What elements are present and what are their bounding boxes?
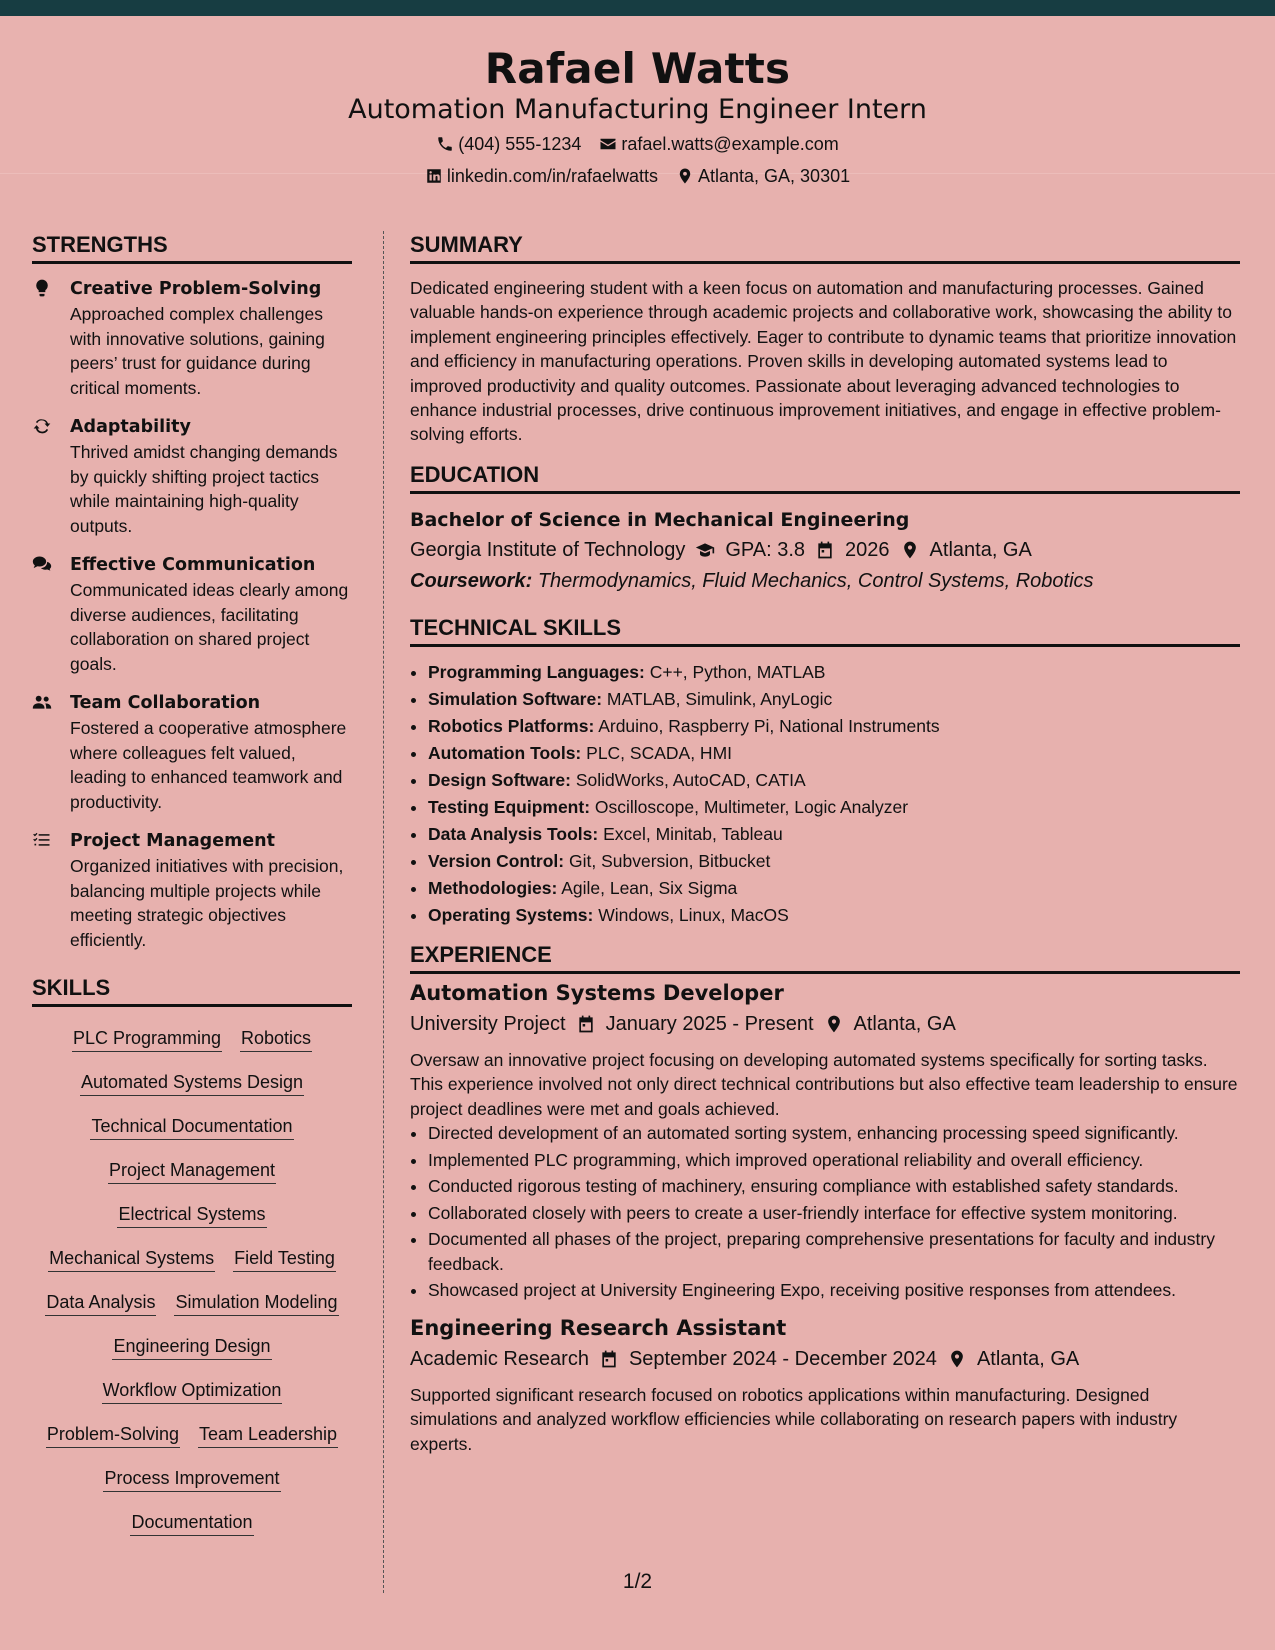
map-marker-icon — [947, 1349, 967, 1369]
job-dates: January 2025 - Present — [605, 1012, 814, 1035]
skill-value: SolidWorks, AutoCAD, CATIA — [575, 769, 806, 790]
lightbulb-icon — [32, 278, 52, 298]
skill-chip: Problem-Solving — [46, 1421, 180, 1448]
coursework — [410, 566, 1240, 596]
skills-heading: SKILLS — [32, 974, 352, 1007]
candidate-title: Automation Manufacturing Engineer Intern — [348, 94, 927, 125]
list-item — [428, 848, 1240, 875]
skill-chip: Mechanical Systems — [48, 1245, 215, 1272]
contact-row-1 — [0, 128, 1275, 160]
experience-heading: EXPERIENCE — [410, 941, 1240, 974]
job-entry — [410, 978, 1240, 1303]
skill-label: Programming Languages: — [428, 661, 645, 682]
strengths-heading: STRENGTHS — [32, 231, 352, 264]
column-divider — [383, 231, 384, 1593]
job-dates: September 2024 - December 2024 — [628, 1347, 937, 1370]
list-item: • Directed development of an automated sorting system, enhancing processing speed significantly. — [428, 1121, 1240, 1146]
skill-value: Agile, Lean, Six Sigma — [561, 877, 738, 898]
skill-label: Simulation Software: — [428, 688, 603, 709]
job-location: Atlanta, GA — [853, 1012, 956, 1035]
gpa-text: GPA: 3.8 — [725, 538, 806, 561]
comments-icon — [32, 554, 52, 574]
users-icon — [32, 692, 52, 712]
skill-value: MATLAB, Simulink, AnyLogic — [606, 688, 833, 709]
skills-row — [32, 1245, 352, 1272]
list-item — [428, 713, 1240, 740]
school-name: Georgia Institute of Technology — [410, 538, 686, 561]
job-location: Atlanta, GA — [976, 1347, 1080, 1370]
candidate-name: Rafael Watts — [484, 44, 791, 93]
strength-desc: Thrived amidst changing demands by quickly shifting project tactics while maintaining high-quality outputs. — [70, 442, 338, 536]
skill-value: PLC, SCADA, HMI — [586, 742, 733, 763]
summary-text: Dedicated engineering student with a keen focus on automation and manufacturing processes. Gained valuable hands-on experience through academic projects and collaborative work, showcasing the ability to implement engineering principles effectively. Eager to contribute to dynamic teams that prioritize innovation and efficiency in manufacturing operations. Proven skills in developing automated systems lead to improved productivity and quality outcomes. Passionate about leveraging advanced technologies to enhance industrial processes, drive continuous improvement initiatives, and engage in effective problem-solving efforts. — [410, 278, 1237, 445]
strength-title: Team Collaboration — [70, 693, 261, 713]
education-meta — [410, 534, 1240, 566]
job-meta — [410, 1343, 1240, 1375]
skills-row — [32, 1201, 352, 1228]
job-description: Supported significant research focused on robotics applications within manufacturing. Designed simulations and analyzed workflow efficiencies while collaborating on research papers with industry experts. — [410, 1384, 1178, 1454]
task-list-icon — [32, 830, 52, 850]
job-org: University Project — [410, 1012, 566, 1035]
technical-skills-list — [410, 659, 1240, 929]
top-bar — [0, 0, 1275, 16]
calendar-icon — [815, 540, 835, 560]
skill-value: Oscilloscope, Multimeter, Logic Analyzer — [594, 796, 909, 817]
list-item — [428, 875, 1240, 902]
skill-label: Methodologies: — [428, 877, 558, 898]
phone-text: (404) 555-1234 — [458, 134, 582, 154]
linkedin-contact[interactable] — [425, 160, 658, 192]
skills-row — [32, 1465, 352, 1492]
job-title: Engineering Research Assistant — [410, 1315, 787, 1340]
job-description: Oversaw an innovative project focusing on developing automated systems specifically for sorting tasks. This experience involved not only direct technical contributions but also effective team leadership to ensure project deadlines were met and goals achieved. — [410, 1049, 1238, 1119]
skills-row — [32, 1509, 352, 1536]
list-item — [428, 659, 1240, 686]
list-item: • Collaborated closely with peers to create a user-friendly interface for effective system monitoring. — [428, 1201, 1240, 1226]
strength-title: Adaptability — [70, 417, 191, 437]
envelope-icon — [599, 135, 617, 153]
skills-row — [32, 1025, 352, 1052]
skill-chip: Simulation Modeling — [174, 1289, 338, 1316]
list-item — [428, 686, 1240, 713]
strength-desc: Approached complex challenges with innovative solutions, gaining peers’ trust for guidance during critical moments. — [70, 304, 325, 398]
skill-value: Arduino, Raspberry Pi, National Instruments — [598, 715, 940, 736]
strength-title: Effective Communication — [70, 555, 316, 575]
skill-label: Data Analysis Tools: — [428, 823, 599, 844]
location-text: Atlanta, GA, 30301 — [698, 166, 851, 186]
skills-row — [32, 1333, 352, 1360]
left-column — [32, 231, 352, 1553]
skills-row — [32, 1069, 352, 1096]
location-contact — [676, 160, 850, 192]
skill-label: Testing Equipment: — [428, 796, 591, 817]
strength-desc: Communicated ideas clearly among diverse audiences, facilitating collaboration on shared project goals. — [70, 580, 349, 674]
skills-row — [32, 1377, 352, 1404]
skill-chip: Data Analysis — [45, 1289, 156, 1316]
skill-label: Robotics Platforms: — [428, 715, 595, 736]
list-item — [428, 767, 1240, 794]
coursework-list: Thermodynamics, Fluid Mechanics, Control Systems, Robotics — [537, 569, 1094, 592]
map-marker-icon — [676, 167, 694, 185]
phone-icon — [436, 135, 454, 153]
email-contact[interactable] — [599, 128, 838, 160]
skills-row — [32, 1421, 352, 1448]
skill-chip: Electrical Systems — [117, 1201, 266, 1228]
resume-header — [0, 16, 1275, 186]
job-title: Automation Systems Developer — [410, 980, 784, 1005]
skill-chip: PLC Programming — [72, 1025, 222, 1052]
list-item — [428, 821, 1240, 848]
skill-value: Excel, Minitab, Tableau — [603, 823, 783, 844]
right-column — [410, 231, 1240, 1456]
skill-chip: Technical Documentation — [90, 1113, 293, 1140]
strength-item — [32, 552, 352, 676]
linkedin-icon — [425, 167, 443, 185]
job-org: Academic Research — [410, 1347, 589, 1370]
strength-title: Project Management — [70, 831, 275, 851]
skill-chip: Robotics — [240, 1025, 312, 1052]
strength-title: Creative Problem-Solving — [70, 279, 322, 299]
technical-skills-heading: TECHNICAL SKILLS — [410, 614, 1240, 647]
calendar-icon — [576, 1014, 596, 1034]
list-item — [428, 794, 1240, 821]
skill-chip: Process Improvement — [103, 1465, 280, 1492]
skill-label: Version Control: — [428, 850, 565, 871]
skill-chip: Field Testing — [233, 1245, 336, 1272]
skill-label: Operating Systems: — [428, 904, 594, 925]
contact-row-2 — [0, 160, 1275, 192]
skill-chip: Project Management — [108, 1157, 276, 1184]
job-entry — [410, 1313, 1240, 1457]
skill-chip: Team Leadership — [198, 1421, 338, 1448]
strength-item — [32, 414, 352, 538]
education-location: Atlanta, GA — [929, 538, 1032, 561]
page-number: 1/2 — [622, 1570, 653, 1593]
list-item — [428, 902, 1240, 929]
map-marker-icon — [900, 540, 920, 560]
skills-row — [32, 1289, 352, 1316]
skill-chip: Automated Systems Design — [80, 1069, 304, 1096]
strength-desc: Fostered a cooperative atmosphere where colleagues felt valued, leading to enhanced teamwork and productivity. — [70, 718, 347, 812]
job-bullets — [410, 1121, 1240, 1303]
email-text: rafael.watts@example.com — [621, 134, 839, 154]
list-item: • Showcased project at University Engineering Expo, receiving positive responses from attendees. — [428, 1278, 1240, 1303]
coursework-label: Coursework: — [410, 569, 533, 592]
skill-value: Windows, Linux, MacOS — [598, 904, 789, 925]
degree-title: Bachelor of Science in Mechanical Engineering — [410, 508, 910, 531]
skill-chip: Engineering Design — [112, 1333, 271, 1360]
graduation-year: 2026 — [845, 538, 890, 561]
sync-icon — [32, 416, 52, 436]
strength-item — [32, 690, 352, 814]
calendar-icon — [599, 1349, 619, 1369]
skill-value: Git, Subversion, Bitbucket — [569, 850, 771, 871]
list-item — [428, 740, 1240, 767]
skill-value: C++, Python, MATLAB — [649, 661, 826, 682]
skill-chip: Workflow Optimization — [102, 1377, 283, 1404]
job-meta — [410, 1008, 1240, 1040]
strength-item — [32, 828, 352, 952]
list-item: • Documented all phases of the project, preparing comprehensive presentations for faculty and industry feedback. — [428, 1227, 1240, 1276]
list-item: • Implemented PLC programming, which improved operational reliability and overall efficiency. — [428, 1148, 1240, 1173]
phone-contact[interactable] — [436, 128, 581, 160]
strength-desc: Organized initiatives with precision, balancing multiple projects while meeting strategic objectives efficiently. — [70, 856, 344, 950]
summary-heading: SUMMARY — [410, 231, 1240, 264]
skill-chip: Documentation — [130, 1509, 253, 1536]
graduation-cap-icon — [695, 540, 715, 560]
skill-label: Automation Tools: — [428, 742, 582, 763]
list-item: • Conducted rigorous testing of machinery, ensuring compliance with established safety standards. — [428, 1174, 1240, 1199]
linkedin-text: linkedin.com/in/rafaelwatts — [446, 166, 658, 186]
strength-item — [32, 276, 352, 400]
skills-chips — [32, 1025, 352, 1536]
skills-row — [32, 1113, 352, 1140]
skill-label: Design Software: — [428, 769, 571, 790]
education-heading: EDUCATION — [410, 461, 1240, 494]
map-marker-icon — [824, 1014, 844, 1034]
skills-row — [32, 1157, 352, 1184]
